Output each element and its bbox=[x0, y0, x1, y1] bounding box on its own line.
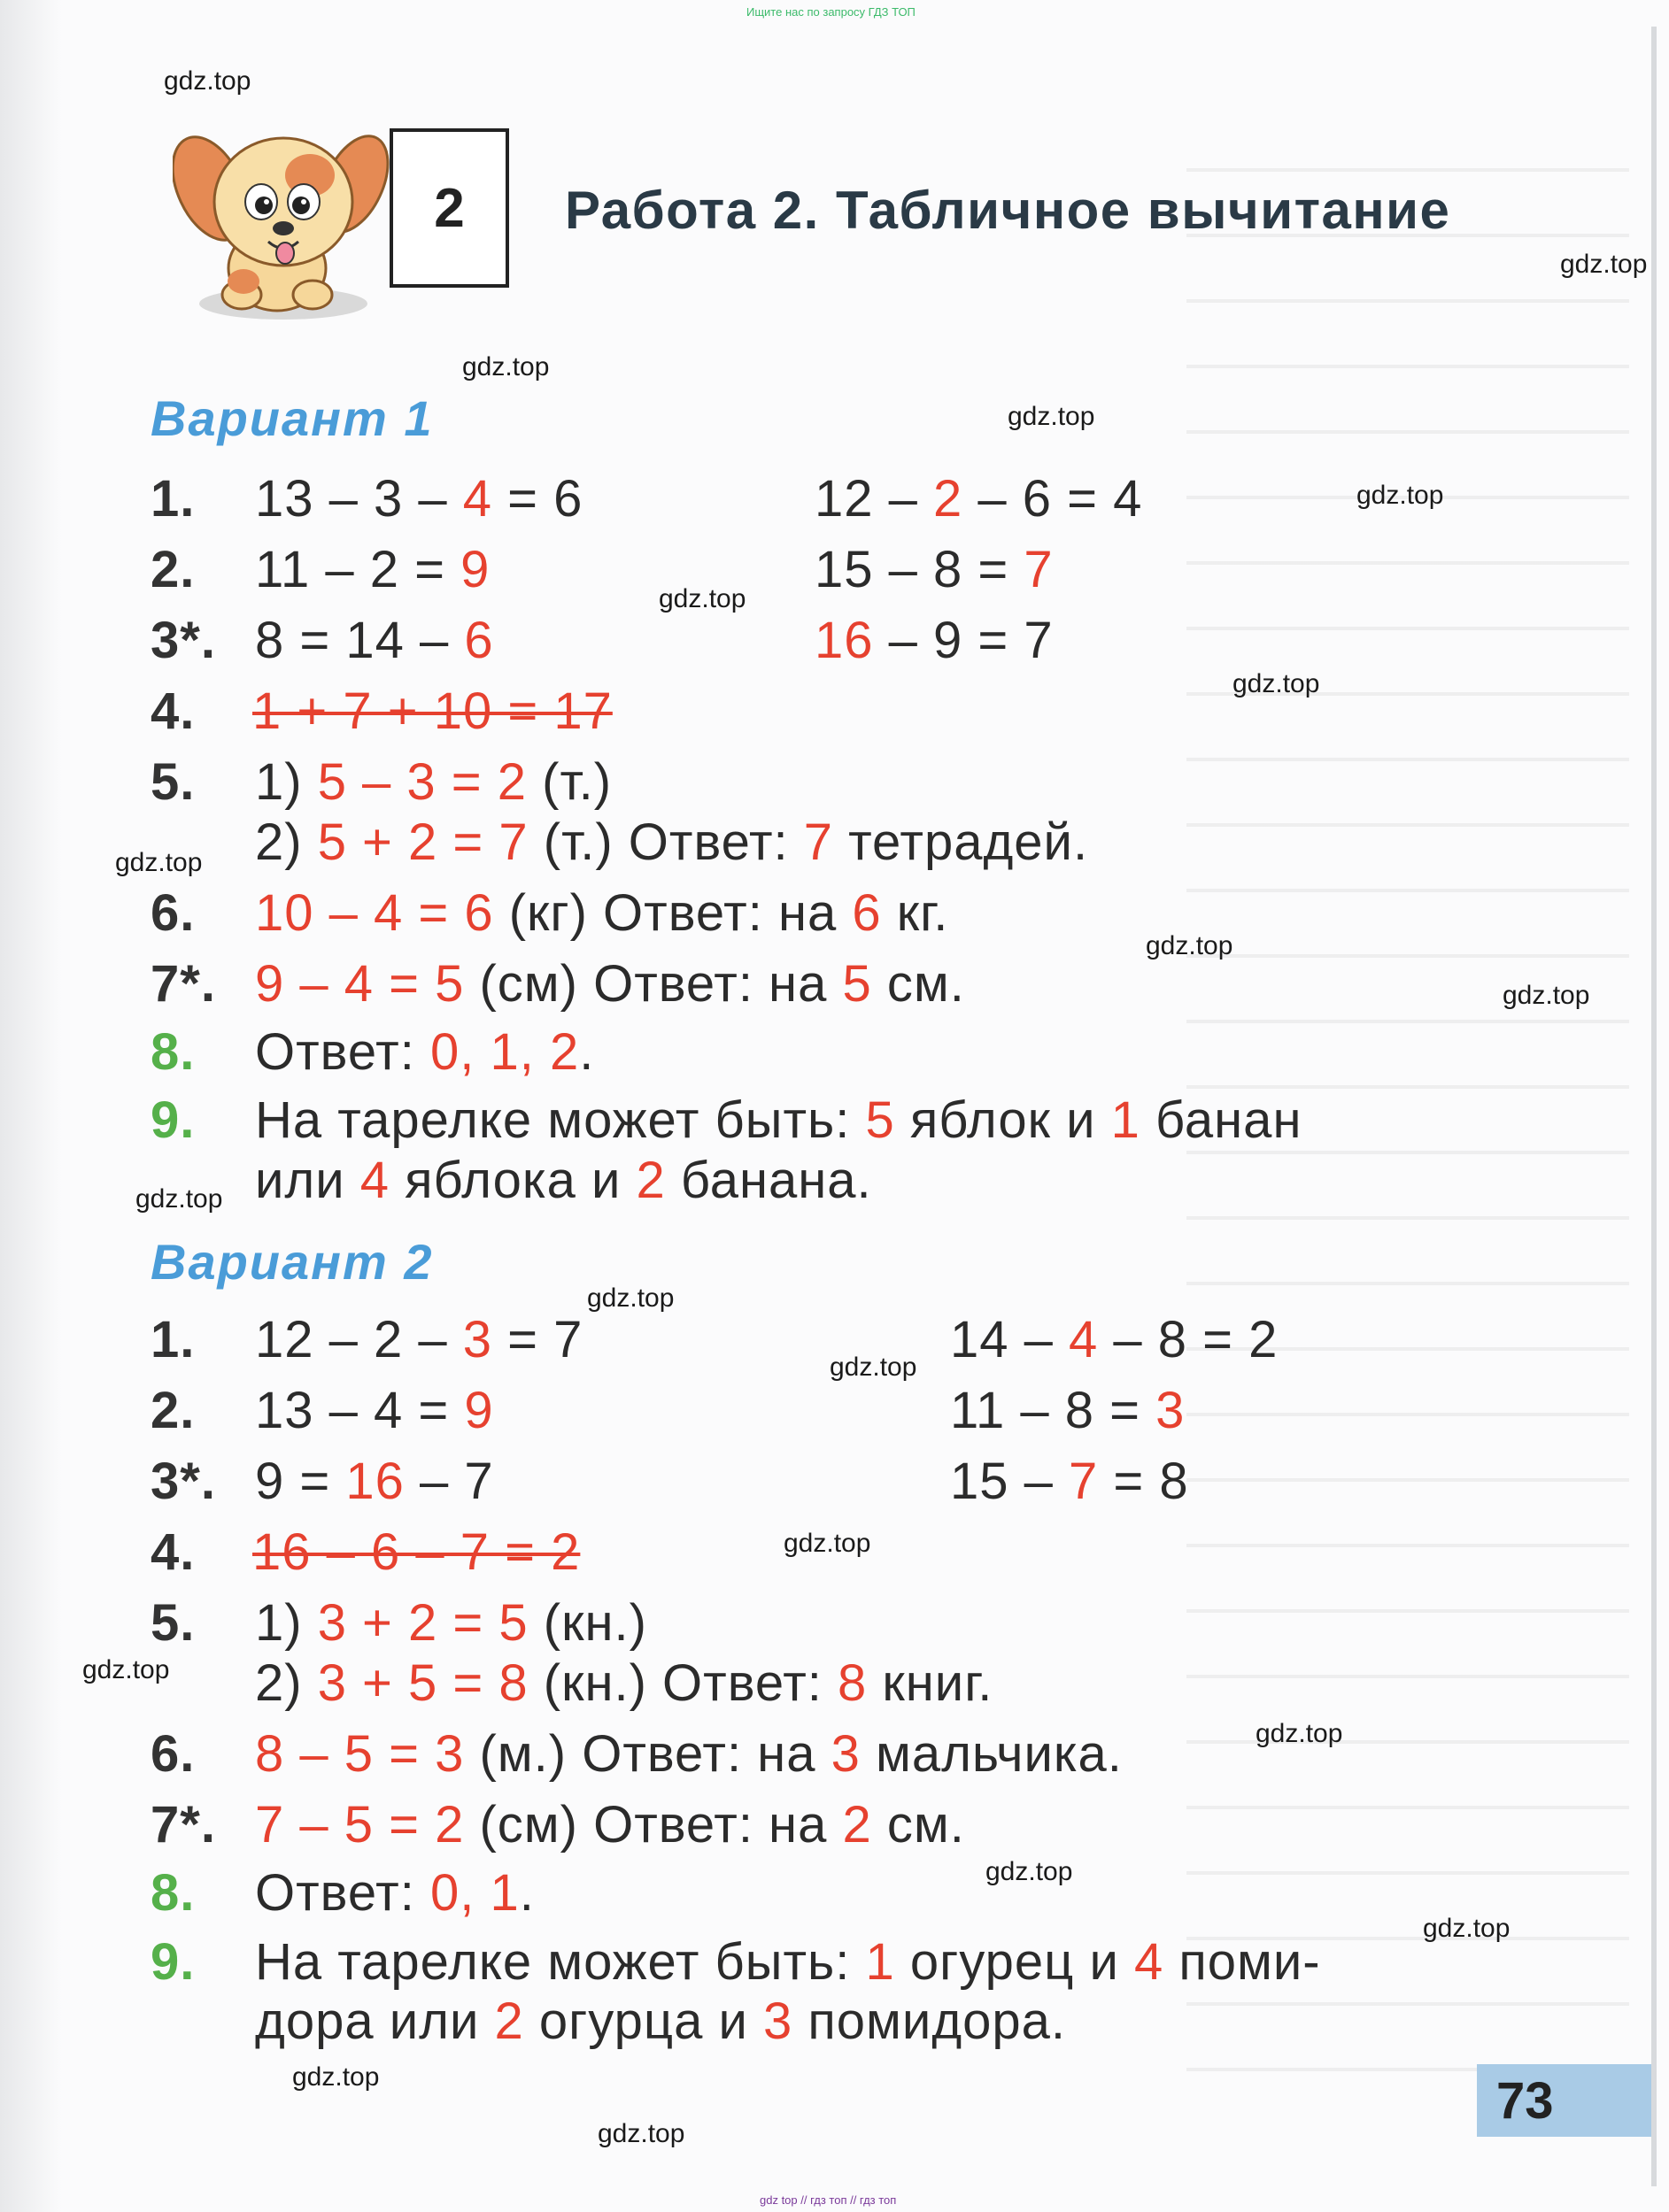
page-number: 73 bbox=[1496, 2071, 1554, 2130]
watermark: gdz.top bbox=[830, 1353, 917, 1382]
task-number: 6. bbox=[151, 1725, 196, 1783]
task-text: 12 – 2 – 3 = 7 bbox=[255, 1311, 583, 1368]
v2-task-8 bbox=[151, 1863, 535, 1923]
v1-task-6 bbox=[151, 883, 949, 943]
task-text: 1) 3 + 2 = 5 (кн.) bbox=[255, 1594, 647, 1652]
task-number: 5. bbox=[151, 753, 196, 811]
task-text: 16 – 9 = 7 bbox=[815, 612, 1054, 669]
watermark: gdz.top bbox=[1503, 981, 1590, 1010]
struck-equation: 1 + 7 + 10 = 17 bbox=[252, 682, 613, 740]
v2-task-9-line-2: дора или 2 огурца и 3 помидора. bbox=[255, 1992, 1067, 2050]
task-text: 9 = 16 – 7 bbox=[255, 1453, 494, 1510]
v1-task-7 bbox=[151, 954, 965, 1014]
task-text: На тарелке может быть: 1 огурец и 4 поми- bbox=[255, 1933, 1321, 1991]
watermark: gdz.top bbox=[1146, 931, 1233, 960]
v2-task-2 bbox=[151, 1381, 1186, 1440]
v2-task-5-line-2: 2) 3 + 5 = 8 (кн.) Ответ: 8 книг. bbox=[255, 1654, 993, 1712]
task-number: 7*. bbox=[151, 1796, 216, 1854]
task-number: 2. bbox=[151, 541, 196, 598]
task-text: 11 – 8 = 3 bbox=[950, 1382, 1186, 1439]
task-number: 3*. bbox=[151, 1453, 216, 1510]
watermark: gdz.top bbox=[164, 66, 251, 96]
v1-task-4 bbox=[151, 682, 613, 741]
task-text: 11 – 2 = 9 bbox=[255, 541, 491, 598]
watermark: gdz.top bbox=[135, 1184, 223, 1214]
task-text: 8 – 5 = 3 (м.) Ответ: на 3 мальчика. bbox=[255, 1725, 1123, 1783]
task-number: 3*. bbox=[151, 612, 216, 669]
watermark: gdz.top bbox=[462, 352, 550, 382]
page-gutter-shadow bbox=[0, 0, 62, 2212]
work-number-box: 2 bbox=[390, 128, 509, 288]
v1-task-8 bbox=[151, 1022, 595, 1082]
v2-task-7 bbox=[151, 1795, 965, 1854]
v2-task-4 bbox=[151, 1522, 581, 1582]
task-text: 1) 5 – 3 = 2 (т.) bbox=[255, 753, 613, 811]
task-text: 7 – 5 = 2 (см) Ответ: на 2 см. bbox=[255, 1796, 965, 1854]
v1-task-5 bbox=[151, 752, 613, 812]
footer-line: gdz top // гдз топ // гдз топ bbox=[760, 2193, 897, 2207]
task-number: 4. bbox=[151, 1523, 196, 1581]
watermark: gdz.top bbox=[1232, 669, 1320, 698]
task-number: 2. bbox=[151, 1382, 196, 1439]
v2-task-6 bbox=[151, 1724, 1123, 1784]
task-text: 12 – 2 – 6 = 4 bbox=[815, 470, 1143, 528]
v2-task-5 bbox=[151, 1593, 647, 1653]
variant-1-heading: Вариант 1 bbox=[151, 390, 434, 446]
v1-task-9-line-2: или 4 яблока и 2 банана. bbox=[255, 1152, 872, 1209]
v1-task-3 bbox=[151, 611, 1054, 670]
page-number-badge bbox=[1477, 2064, 1651, 2137]
task-number: 7*. bbox=[151, 955, 216, 1013]
task-text: 9 – 4 = 5 (см) Ответ: на 5 см. bbox=[255, 955, 965, 1013]
task-text: На тарелке может быть: 5 яблок и 1 банан bbox=[255, 1091, 1302, 1149]
task-number: 1. bbox=[151, 470, 196, 528]
task-number: 8. bbox=[151, 1864, 196, 1922]
watermark: gdz.top bbox=[659, 584, 746, 613]
watermark: gdz.top bbox=[1423, 1914, 1511, 1943]
page-edge bbox=[1651, 27, 1657, 2186]
watermark: gdz.top bbox=[587, 1283, 675, 1313]
watermark: gdz.top bbox=[985, 1857, 1073, 1886]
task-text: 13 – 3 – 4 = 6 bbox=[255, 470, 583, 528]
task-number: 5. bbox=[151, 1594, 196, 1652]
watermark: gdz.top bbox=[1356, 481, 1444, 510]
task-number: 4. bbox=[151, 682, 196, 740]
watermark: gdz.top bbox=[115, 848, 203, 877]
v1-task-9 bbox=[151, 1091, 1302, 1150]
task-number: 6. bbox=[151, 884, 196, 942]
v1-task-5-line-2: 2) 5 + 2 = 7 (т.) Ответ: 7 тетрадей. bbox=[255, 813, 1089, 871]
task-text: 8 = 14 – 6 bbox=[255, 612, 494, 669]
v2-task-3 bbox=[151, 1452, 1189, 1511]
watermark: gdz.top bbox=[1560, 250, 1648, 279]
task-number: 1. bbox=[151, 1311, 196, 1368]
header-line: Ищите нас по запросу ГДЗ ТОП bbox=[746, 5, 916, 19]
v2-task-9 bbox=[151, 1932, 1321, 1992]
task-number: 9. bbox=[151, 1933, 196, 1991]
task-text: Ответ: 0, 1, 2. bbox=[255, 1023, 595, 1081]
variant-2-heading: Вариант 2 bbox=[151, 1234, 434, 1290]
task-text: 10 – 4 = 6 (кг) Ответ: на 6 кг. bbox=[255, 884, 949, 942]
task-text: 15 – 8 = 7 bbox=[815, 541, 1054, 598]
task-text: 14 – 4 – 8 = 2 bbox=[950, 1311, 1279, 1368]
watermark: gdz.top bbox=[598, 2119, 685, 2148]
task-text: Ответ: 0, 1. bbox=[255, 1864, 535, 1922]
puppy-illustration bbox=[173, 113, 394, 330]
watermark: gdz.top bbox=[1256, 1719, 1343, 1748]
task-text: 15 – 7 = 8 bbox=[950, 1453, 1189, 1510]
struck-equation: 16 – 6 – 7 = 2 bbox=[252, 1523, 581, 1581]
v1-task-1 bbox=[151, 469, 1143, 528]
page-title: Работа 2. Табличное вычитание bbox=[565, 181, 1451, 240]
watermark: gdz.top bbox=[784, 1529, 871, 1558]
task-text: 13 – 4 = 9 bbox=[255, 1382, 494, 1439]
watermark: gdz.top bbox=[1008, 402, 1095, 431]
task-number: 8. bbox=[151, 1023, 196, 1081]
watermark: gdz.top bbox=[82, 1655, 170, 1684]
watermark: gdz.top bbox=[292, 2062, 380, 2092]
task-number: 9. bbox=[151, 1091, 196, 1149]
